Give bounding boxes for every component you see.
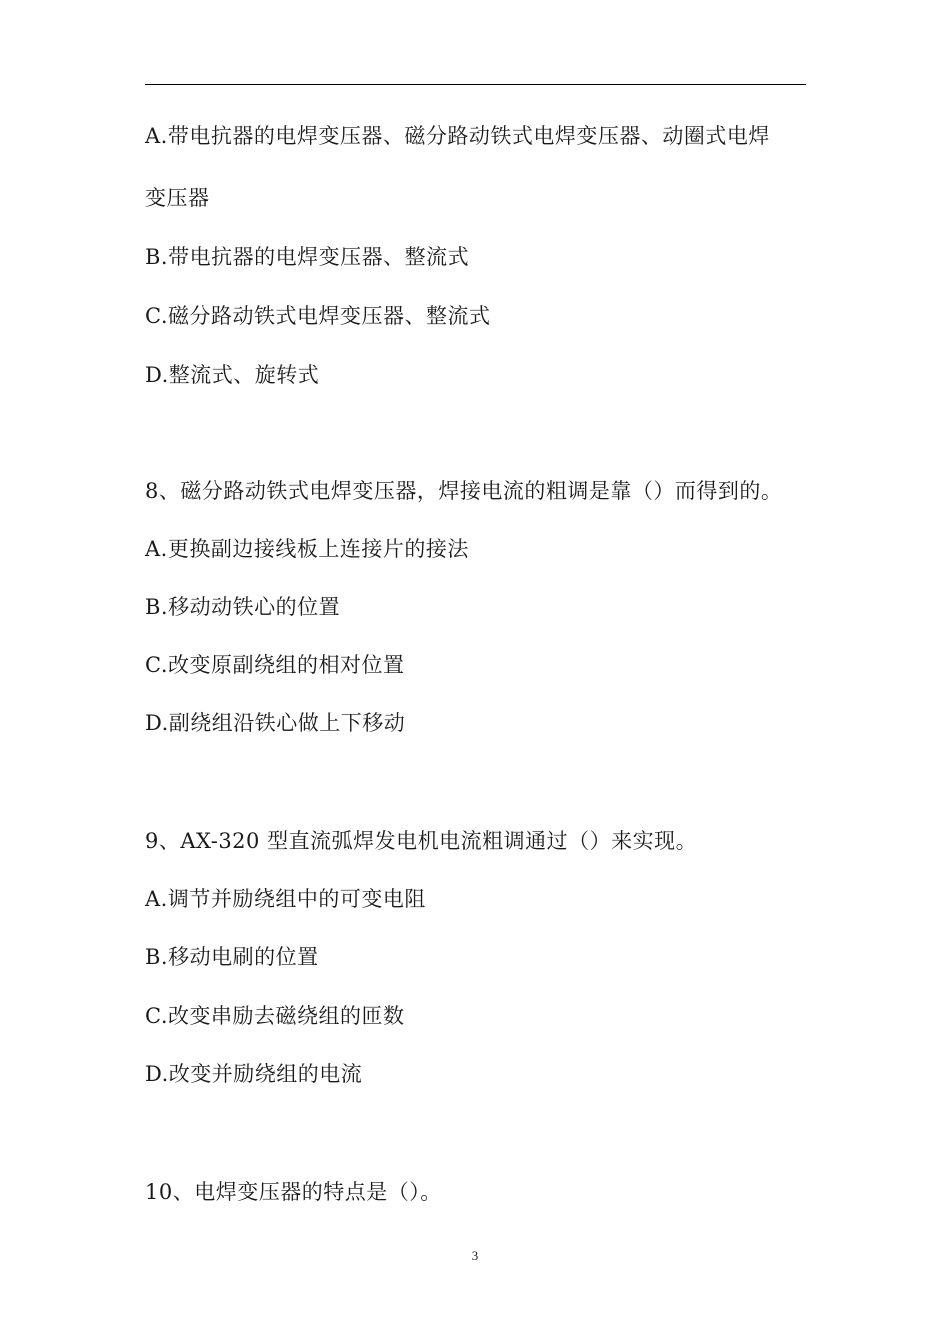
page-number: 3 [471,1248,479,1263]
q9-question: 9、AX-320 型直流弧焊发电机电流粗调通过（）来实现。 [145,829,698,853]
q7-option-c: C.磁分路动铁式电焊变压器、整流式 [145,304,491,328]
q7-option-b: B.带电抗器的电焊变压器、整流式 [145,245,470,269]
q8-option-a: A.更换副边接线板上连接片的接法 [145,537,469,561]
header-rule [145,84,806,85]
q7-option-a-line2: 变压器 [145,186,210,210]
q8-option-b: B.移动动铁心的位置 [145,595,341,619]
q10-question: 10、电焊变压器的特点是（）。 [145,1180,442,1204]
q8-option-c: C.改变原副绕组的相对位置 [145,653,405,677]
q8-question: 8、磁分路动铁式电焊变压器，焊接电流的粗调是靠（）而得到的。 [145,479,783,503]
q9-option-b: B.移动电刷的位置 [145,945,319,969]
q9-option-a: A.调节并励绕组中的可变电阻 [145,887,426,911]
q8-option-d: D.副绕组沿铁心做上下移动 [145,711,406,735]
q9-option-d: D.改变并励绕组的电流 [145,1062,363,1086]
q7-option-a-line1: A.带电抗器的电焊变压器、磁分路动铁式电焊变压器、动圈式电焊 [145,124,770,148]
q7-option-d: D.整流式、旋转式 [145,363,320,387]
q9-option-c: C.改变串励去磁绕组的匝数 [145,1004,405,1028]
